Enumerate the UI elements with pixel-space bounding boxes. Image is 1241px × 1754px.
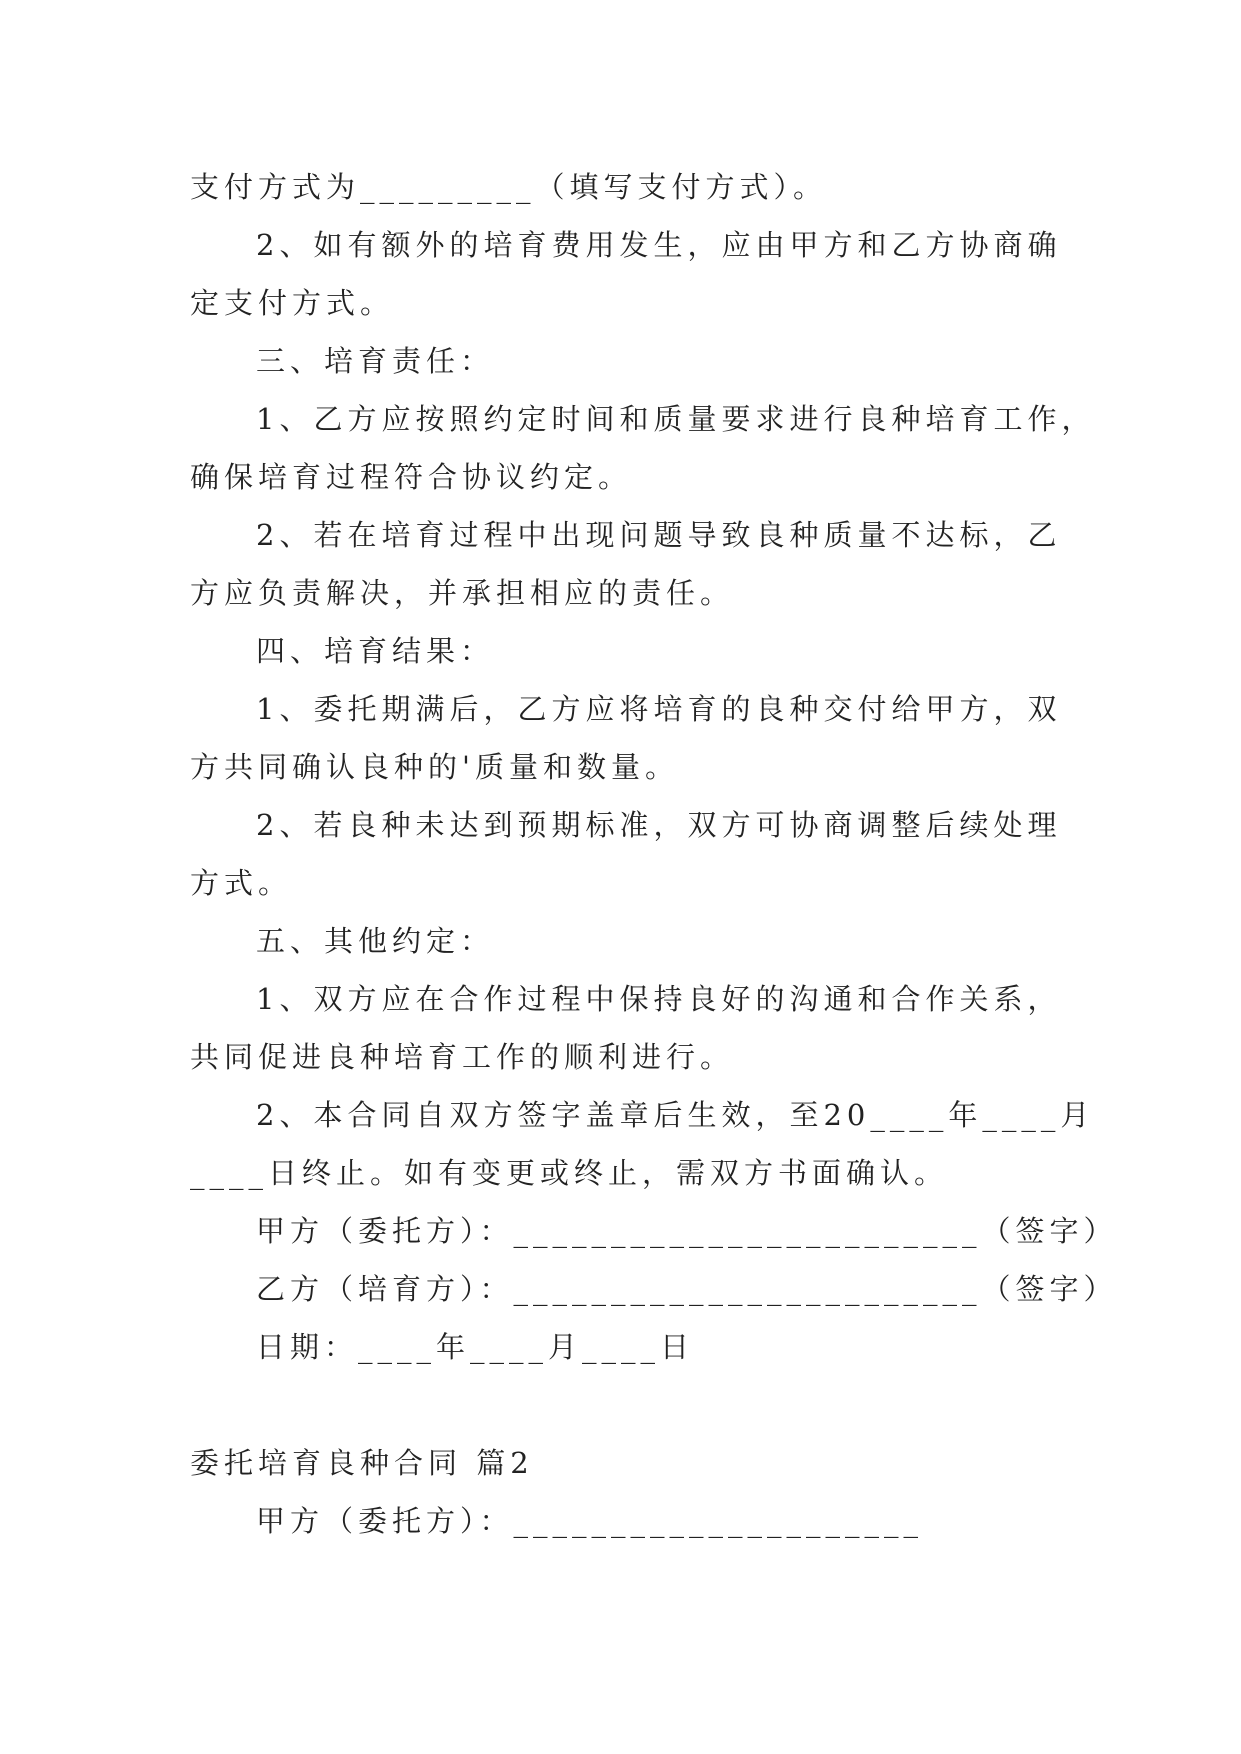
text-line: 2、若良种未达到预期标准，双方可协商调整后续处理 (256, 808, 1062, 842)
text-line: 三、培育责任： (256, 344, 495, 378)
text-line: 1、双方应在合作过程中保持良好的沟通和合作关系， (256, 982, 1062, 1016)
text-line: 定支付方式。 (190, 286, 395, 320)
section-title: 委托培育良种合同 篇2 (190, 1446, 534, 1480)
text-line: 乙方（培育方）：________________________（签字） (256, 1272, 1118, 1306)
text-line: 确保培育过程符合协议约定。 (190, 460, 633, 494)
text-line: 2、若在培育过程中出现问题导致良种质量不达标，乙 (256, 518, 1062, 552)
section-gap (190, 1376, 1070, 1434)
text-line: 2、如有额外的培育费用发生，应由甲方和乙方协商确 (256, 228, 1062, 262)
text-line: 支付方式为_________（填写支付方式）。 (190, 170, 828, 204)
text-line: 共同促进良种培育工作的顺利进行。 (190, 1040, 735, 1074)
party-a-line: 甲方（委托方）：_____________________ (256, 1504, 924, 1538)
contract-body (190, 158, 1118, 1376)
text-line: ____日终止。如有变更或终止，需双方书面确认。 (190, 1156, 949, 1190)
text-line: 1、委托期满后，乙方应将培育的良种交付给甲方，双 (256, 692, 1062, 726)
text-line: 日期：____年____月____日 (256, 1330, 695, 1364)
text-line: 甲方（委托方）：________________________（签字） (256, 1214, 1118, 1248)
text-line: 1、乙方应按照约定时间和质量要求进行良种培育工作， (256, 402, 1096, 436)
text-line: 方共同确认良种的'质量和数量。 (190, 750, 679, 784)
text-line: 方式。 (190, 866, 293, 900)
text-line: 方应负责解决，并承担相应的责任。 (190, 576, 735, 610)
document-page (190, 158, 1118, 1550)
text-line: 四、培育结果： (256, 634, 495, 668)
text-line: 五、其他约定： (256, 924, 495, 958)
text-line: 2、本合同自双方签字盖章后生效，至20____年____月 (256, 1098, 1095, 1132)
